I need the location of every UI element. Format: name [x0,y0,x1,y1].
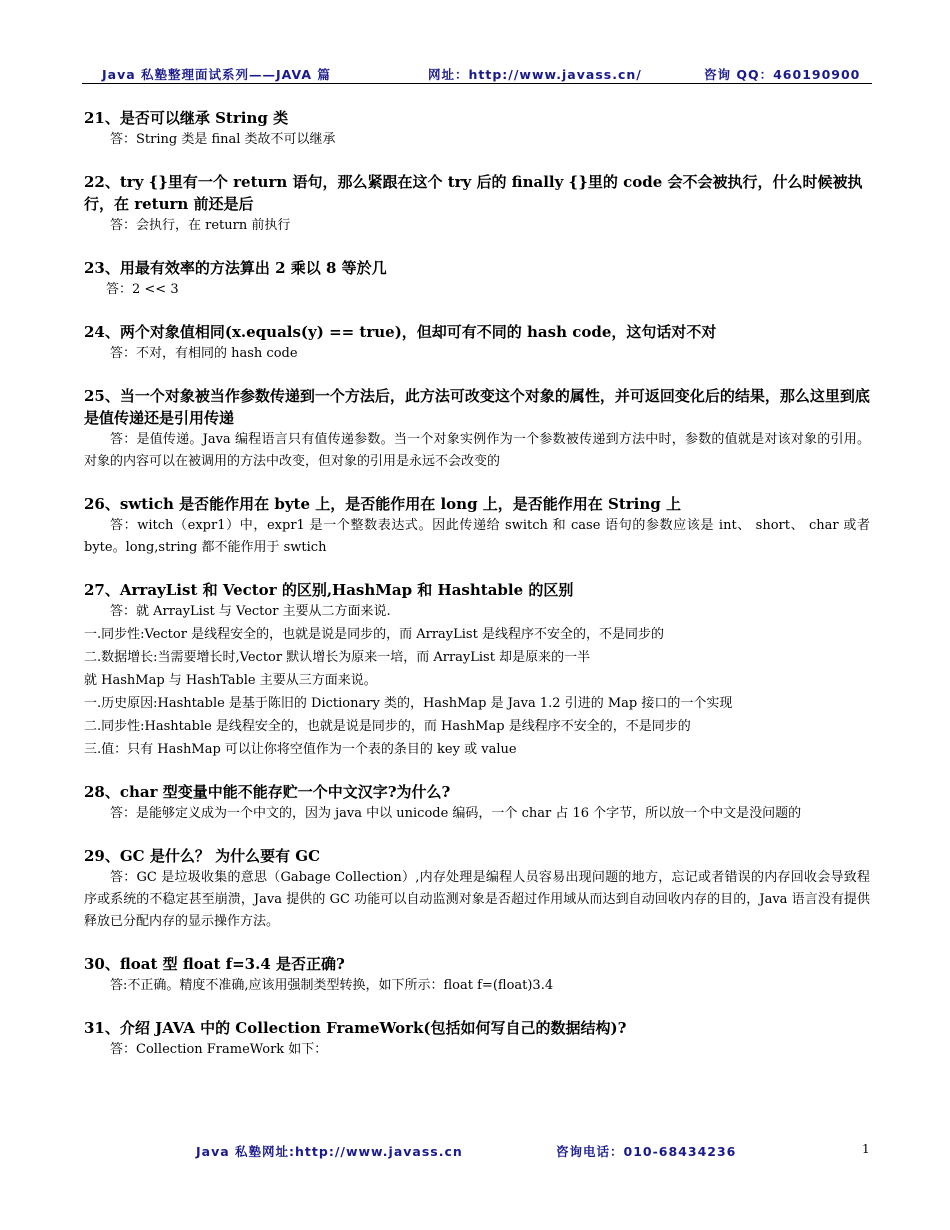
header-website: 网址：http://www.javass.cn/ [428,67,642,82]
question-25 [84,385,870,473]
answer-text: 答：Collection FrameWork 如下： [110,1042,328,1057]
question-title: 25、当一个对象被当作参数传递到一个方法后，此方法可改变这个对象的属性，并可返回变化后的结果，那么这里到底是值传递还是引用传递 [84,387,870,427]
header-qq: 咨询 QQ：460190900 [704,67,861,82]
answer-line: 三.值：只有 HashMap 可以让你将空值作为一个表的条目的 key 或 value [84,742,517,757]
answer-text: 答：就 ArrayList 与 Vector 主要从二方面来说. [110,604,391,619]
question-title: 30、float 型 float f=3.4 是否正确? [84,955,345,973]
question-title: 29、GC 是什么？ 为什么要有 GC [84,847,321,865]
question-title: 23、用最有效率的方法算出 2 乘以 8 等於几 [84,259,387,277]
question-26 [84,493,870,559]
page-number: 1 [862,1142,871,1156]
footer-phone: 咨询电话：010-68434236 [556,1144,737,1159]
question-28 [84,781,870,825]
question-29 [84,845,870,933]
question-24 [84,321,870,365]
question-title: 26、swtich 是否能作用在 byte 上，是否能作用在 long 上，是否能作用在 String 上 [84,495,681,513]
answer-line: 一.同步性:Vector 是线程安全的，也就是说是同步的，而 ArrayList 是线程序不安全的，不是同步的 [84,627,664,642]
question-31 [84,1017,870,1061]
answer-text: 答：witch（expr1）中，expr1 是一个整数表达式。因此传递给 switch 和 case 语句的参数应该是 int、 short、 char 或者 byte。long,string 都不能作用于 swtich [84,518,870,555]
answer-line: 就 HashMap 与 HashTable 主要从三方面来说。 [84,673,377,688]
question-21 [84,107,870,151]
answer-line: 二.数据增长:当需要增长时,Vector 默认增长为原来一培，而 ArrayList 却是原来的一半 [84,650,591,665]
answer-text: 答：是能够定义成为一个中文的，因为 java 中以 unicode 编码，一个 char 占 16 个字节，所以放一个中文是没问题的 [110,806,802,821]
question-title: 21、是否可以继承 String 类 [84,109,289,127]
answer-text: 答：是值传递。Java 编程语言只有值传递参数。当一个对象实例作为一个参数被传递到方法中时，参数的值就是对该对象的引用。对象的内容可以在被调用的方法中改变，但对象的引用是永远不会改变的 [84,432,870,469]
answer-line: 二.同步性:Hashtable 是线程安全的，也就是说是同步的，而 HashMap 是线程序不安全的，不是同步的 [84,719,691,734]
document-body [84,107,870,1081]
question-title: 22、try {}里有一个 return 语句，那么紧跟在这个 try 后的 finally {}里的 code 会不会被执行，什么时候被执行，在 return 前还是后 [84,173,863,213]
answer-line: 一.历史原因:Hashtable 是基于陈旧的 Dictionary 类的，HashMap 是 Java 1.2 引进的 Map 接口的一个实现 [84,696,733,711]
page-header [82,63,872,84]
question-title: 27、ArrayList 和 Vector 的区别,HashMap 和 Hashtable 的区别 [84,581,574,599]
answer-text: 答:不正确。精度不准确,应该用强制类型转换，如下所示：float f=(float)3.4 [110,978,554,993]
answer-text: 答：2 << 3 [106,282,179,297]
header-series-title: Java 私塾整理面试系列——JAVA 篇 [102,67,331,82]
question-30 [84,953,870,997]
question-title: 28、char 型变量中能不能存贮一个中文汉字?为什么? [84,783,451,801]
question-title: 24、两个对象值相同(x.equals(y) == true)，但却可有不同的 hash code，这句话对不对 [84,323,717,341]
answer-text: 答：会执行，在 return 前执行 [110,218,291,233]
answer-text: 答：不对，有相同的 hash code [110,346,298,361]
question-22 [84,171,870,237]
answer-text: 答：String 类是 final 类故不可以继承 [110,132,336,147]
question-title: 31、介绍 JAVA 中的 Collection FrameWork(包括如何写自己的数据结构)? [84,1019,627,1037]
question-27 [84,579,870,761]
answer-text: 答：GC 是垃圾收集的意思（Gabage Collection）,内存处理是编程人员容易出现问题的地方，忘记或者错误的内存回收会导致程序或系统的不稳定甚至崩溃，Java 提供的 GC 功能可以自动监测对象是否超过作用域从而达到自动回收内存的目的，Java 语言没有提供释放已分配内存的显示操作方法。 [84,870,870,929]
footer-website: Java 私塾网址:http://www.javass.cn [196,1144,463,1159]
question-23 [84,257,870,301]
